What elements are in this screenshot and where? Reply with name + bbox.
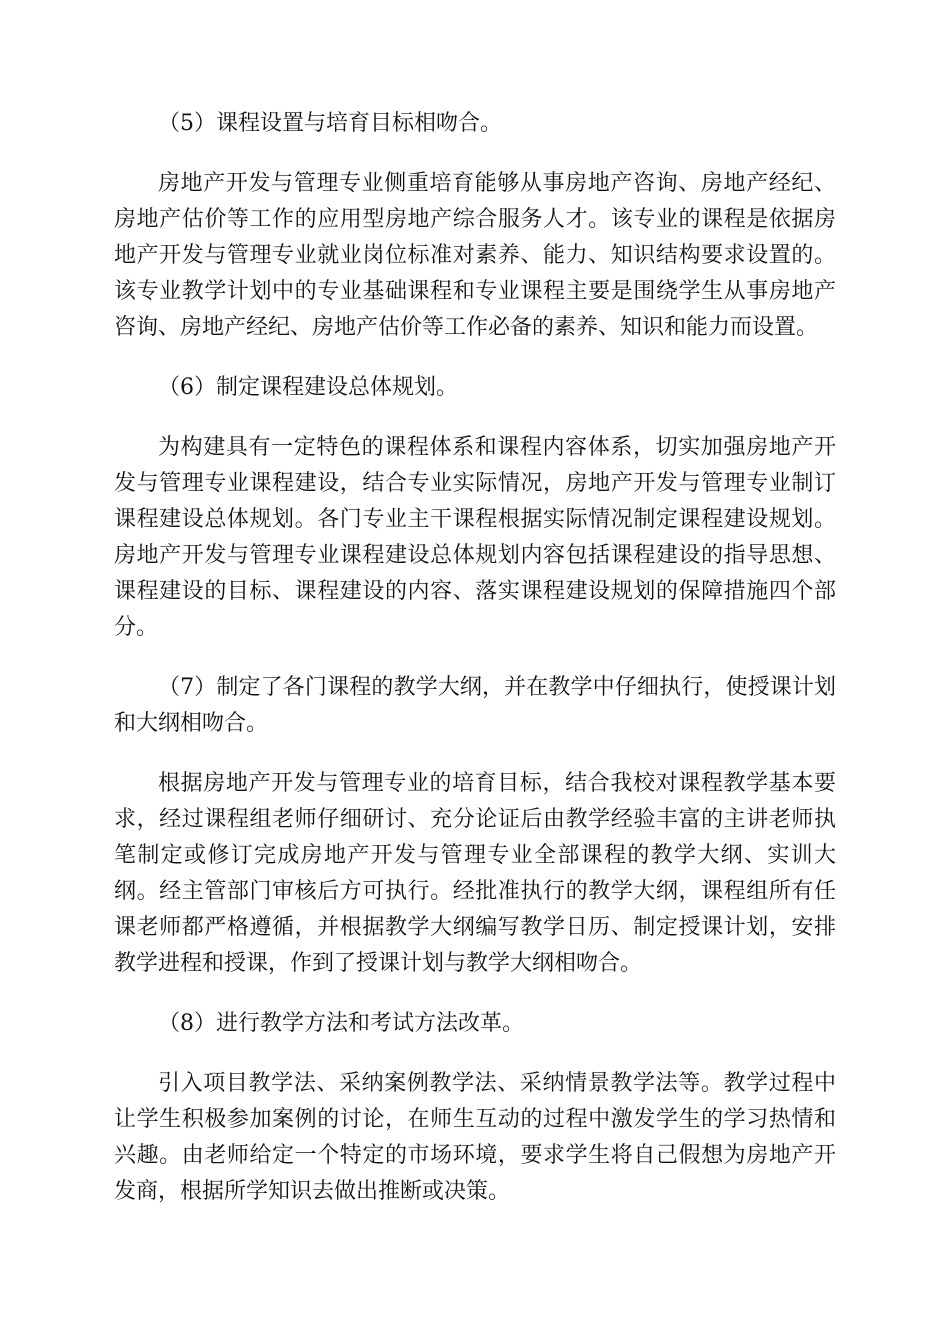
- paragraph-syllabus: 根据房地产开发与管理专业的培育目标，结合我校对课程教学基本要求，经过课程组老师仔细研讨、充分论证后由教学经验丰富的主讲老师执笔制定或修订完成房地产开发与管理专业全部课程的教学大纲、实训大纲。经主管部门审核后方可执行。经批准执行的教学大纲，课程组所有任课老师都严格遵循，并根据教学大纲编写教学日历、制定授课计划，安排教学进程和授课，作到了授课计划与教学大纲相吻合。: [114, 771, 836, 976]
- section-heading-6: （6）制定课程建设总体规划。: [158, 375, 458, 400]
- section-heading-5: （5）课程设置与培育目标相吻合。: [158, 111, 502, 136]
- section-heading-7: （7）制定了各门课程的教学大纲，并在教学中仔细执行，使授课计划和大纲相吻合。: [114, 675, 836, 736]
- paragraph-course-setting: 房地产开发与管理专业侧重培育能够从事房地产咨询、房地产经纪、房地产估价等工作的应用型房地产综合服务人才。该专业的课程是依据房地产开发与管理专业就业岗位标准对素养、能力、知识结构要求设置的。该专业教学计划中的专业基础课程和专业课程主要是围绕学生从事房地产咨询、房地产经纪、房地产估价等工作必备的素养、知识和能力而设置。: [114, 171, 836, 340]
- paragraph-course-planning: 为构建具有一定特色的课程体系和课程内容体系，切实加强房地产开发与管理专业课程建设，结合专业实际情况，房地产开发与管理专业制订课程建设总体规划。各门专业主干课程根据实际情况制定课程建设规划。房地产开发与管理专业课程建设总体规划内容包括课程建设的指导思想、课程建设的目标、课程建设的内容、落实课程建设规划的保障措施四个部分。: [114, 435, 836, 640]
- document-body: [114, 106, 836, 1234]
- paragraph-teaching-methods: 引入项目教学法、采纳案例教学法、采纳情景教学法等。教学过程中让学生积极参加案例的讨论，在师生互动的过程中激发学生的学习热情和兴趣。由老师给定一个特定的市场环境，要求学生将自己假想为房地产开发商，根据所学知识去做出推断或决策。: [114, 1071, 836, 1204]
- section-heading-8: （8）进行教学方法和考试方法改革。: [158, 1011, 524, 1036]
